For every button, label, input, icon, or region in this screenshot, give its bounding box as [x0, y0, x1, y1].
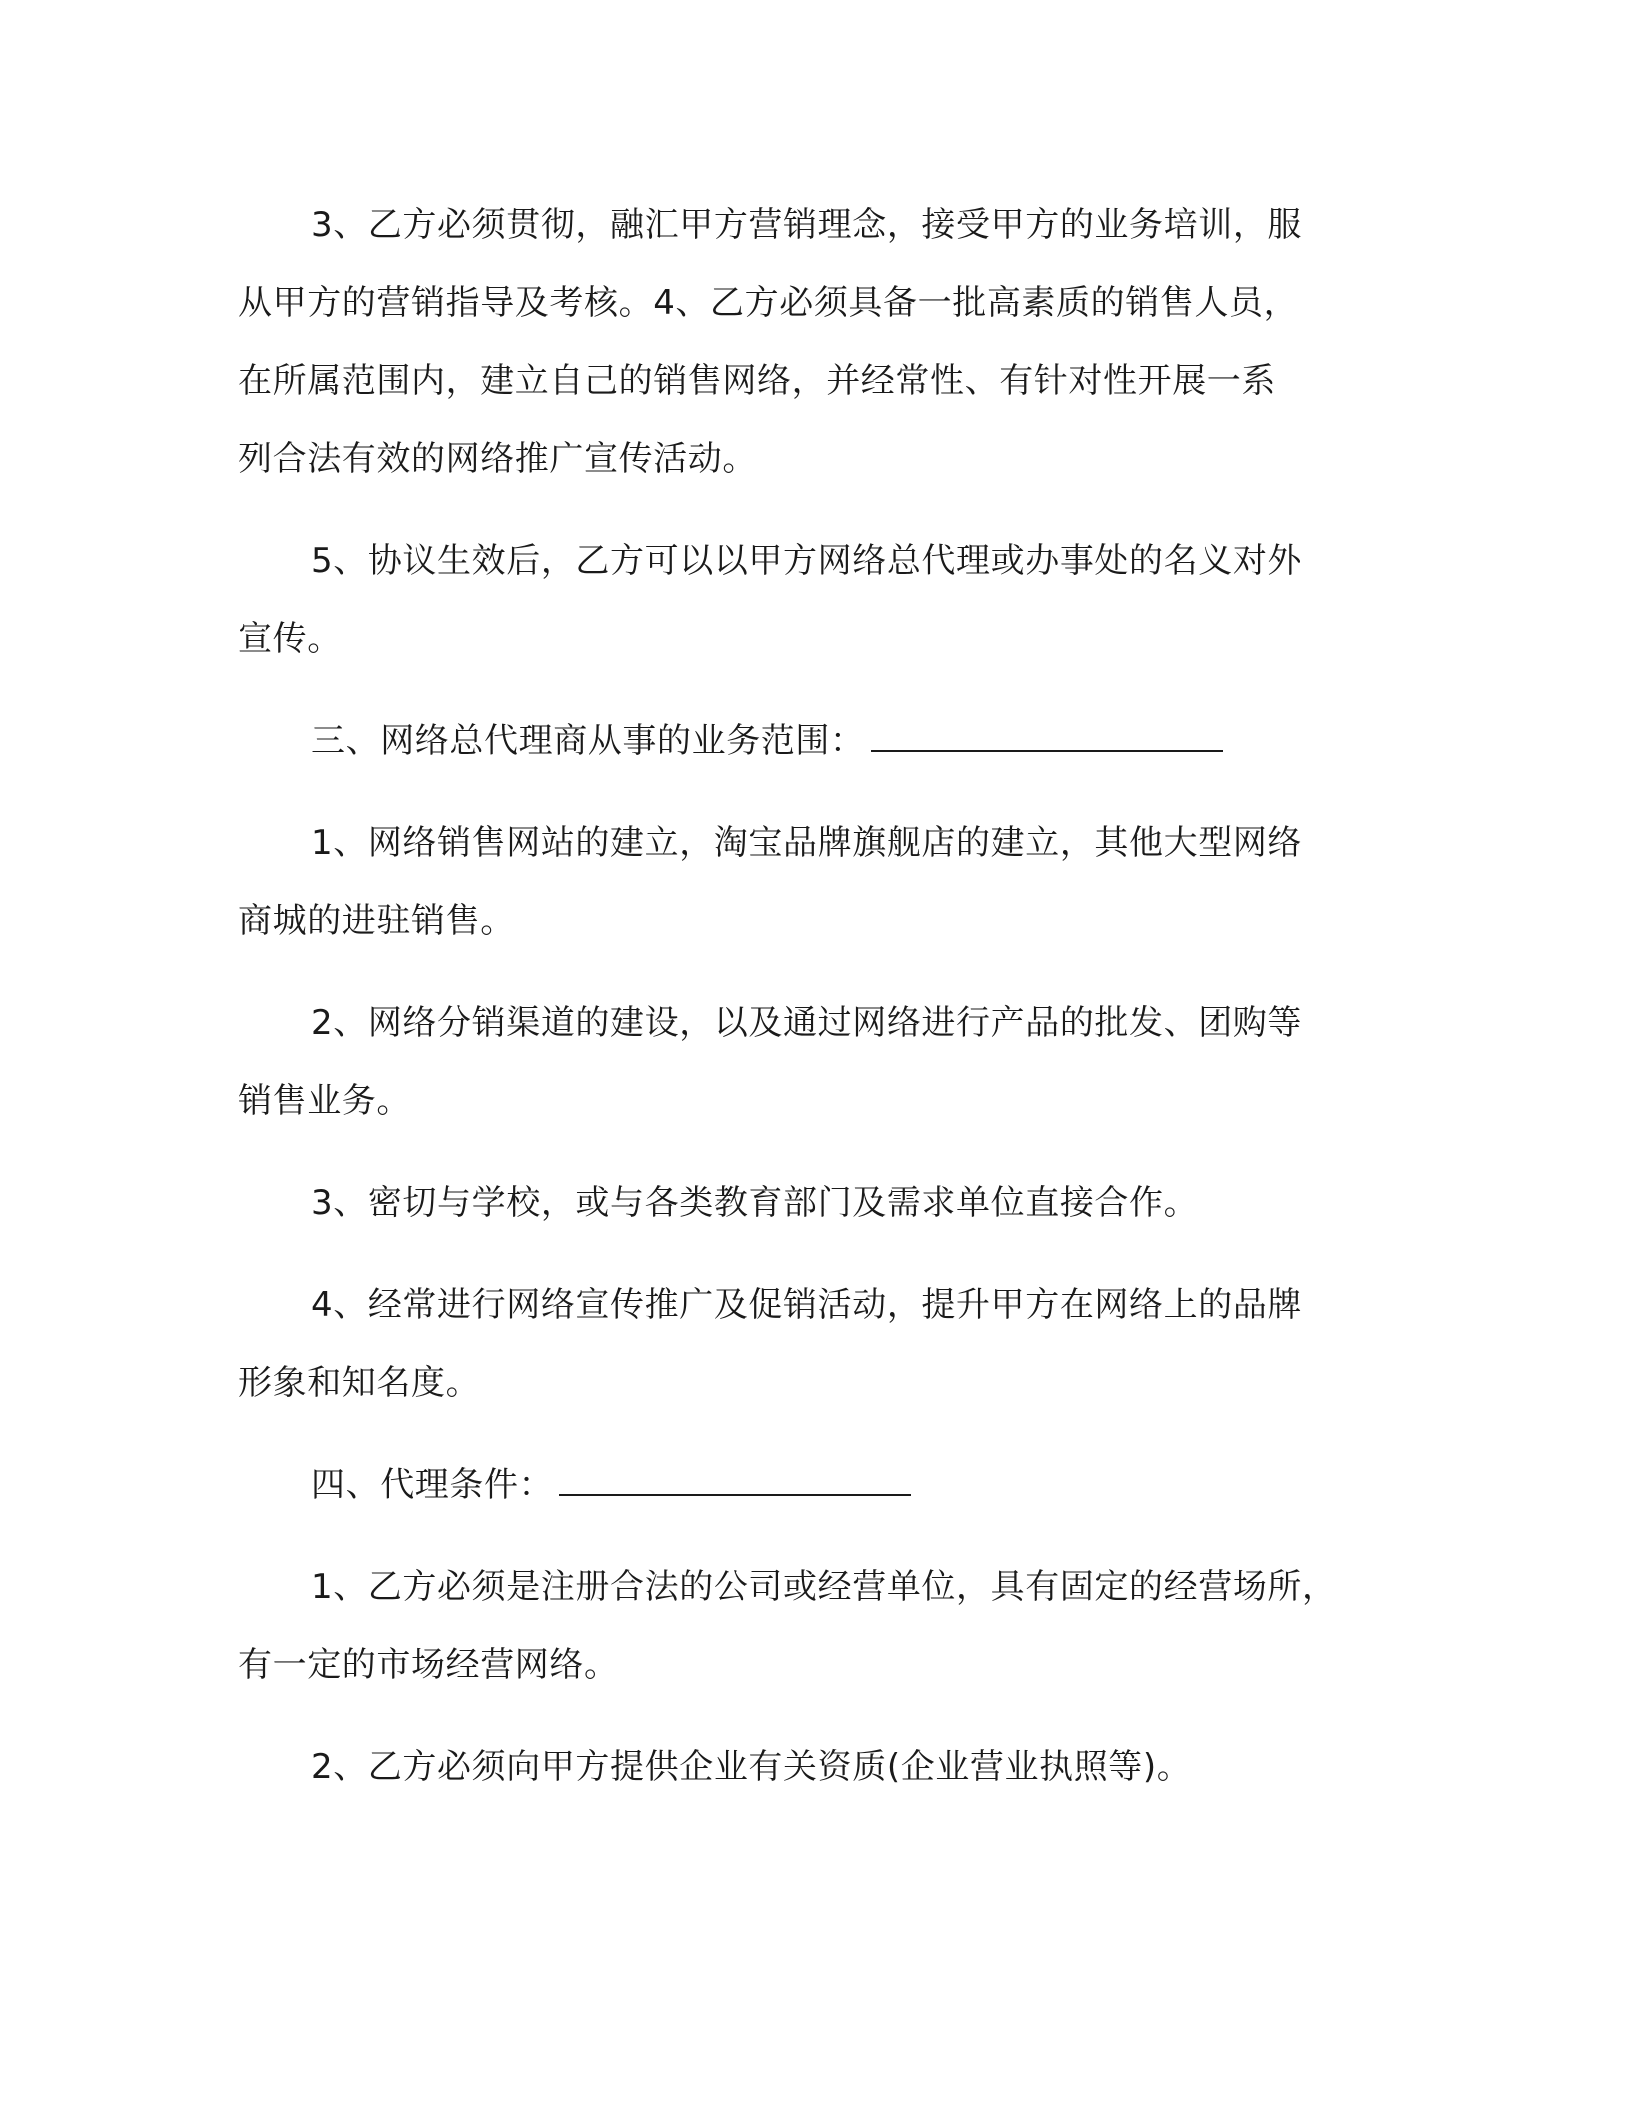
text-line: 1、乙方必须是注册合法的公司或经营单位，具有固定的经营场所， — [311, 1567, 1337, 1607]
fill-in-blank[interactable] — [559, 1488, 911, 1496]
text-line: 形象和知名度。 — [238, 1363, 481, 1403]
text-line: 销售业务。 — [238, 1081, 411, 1121]
text-line: 有一定的市场经营网络。 — [238, 1645, 619, 1685]
paragraph-3-1 — [238, 804, 1398, 960]
text-line: 3、密切与学校，或与各类教育部门及需求单位直接合作。 — [311, 1183, 1199, 1223]
text-line: 2、网络分销渠道的建设，以及通过网络进行产品的批发、团购等 — [311, 1003, 1303, 1043]
paragraph-4-2 — [238, 1728, 1398, 1806]
fill-in-blank[interactable] — [871, 744, 1223, 752]
text-line: 5、协议生效后，乙方可以以甲方网络总代理或办事处的名义对外 — [311, 541, 1303, 581]
paragraph-3-4 — [238, 1266, 1398, 1422]
heading-text: 三、网络总代理商从事的业务范围： — [311, 721, 865, 761]
section-heading-4 — [238, 1446, 1398, 1524]
paragraph-2-3 — [238, 186, 1398, 498]
text-line: 宣传。 — [238, 619, 342, 659]
paragraph-2-5 — [238, 522, 1398, 678]
text-line: 列合法有效的网络推广宣传活动。 — [238, 439, 757, 479]
heading-line — [238, 1446, 1398, 1524]
text-line: 商城的进驻销售。 — [238, 901, 515, 941]
document-body — [238, 186, 1398, 1806]
heading-text: 四、代理条件： — [311, 1465, 554, 1505]
paragraph-4-1 — [238, 1548, 1398, 1704]
text-line: 4、经常进行网络宣传推广及促销活动，提升甲方在网络上的品牌 — [311, 1285, 1303, 1325]
text-line: 2、乙方必须向甲方提供企业有关资质(企业营业执照等)。 — [311, 1747, 1192, 1787]
text-line: 在所属范围内，建立自己的销售网络，并经常性、有针对性开展一系 — [238, 361, 1276, 401]
text-line: 1、网络销售网站的建立，淘宝品牌旗舰店的建立，其他大型网络 — [311, 823, 1303, 863]
paragraph-3-2 — [238, 984, 1398, 1140]
paragraph-3-3 — [238, 1164, 1398, 1242]
text-line: 3、乙方必须贯彻，融汇甲方营销理念，接受甲方的业务培训，服 — [311, 205, 1303, 245]
text-line: 从甲方的营销指导及考核。4、乙方必须具备一批高素质的销售人员， — [238, 283, 1299, 323]
section-heading-3 — [238, 702, 1398, 780]
heading-line — [238, 702, 1398, 780]
